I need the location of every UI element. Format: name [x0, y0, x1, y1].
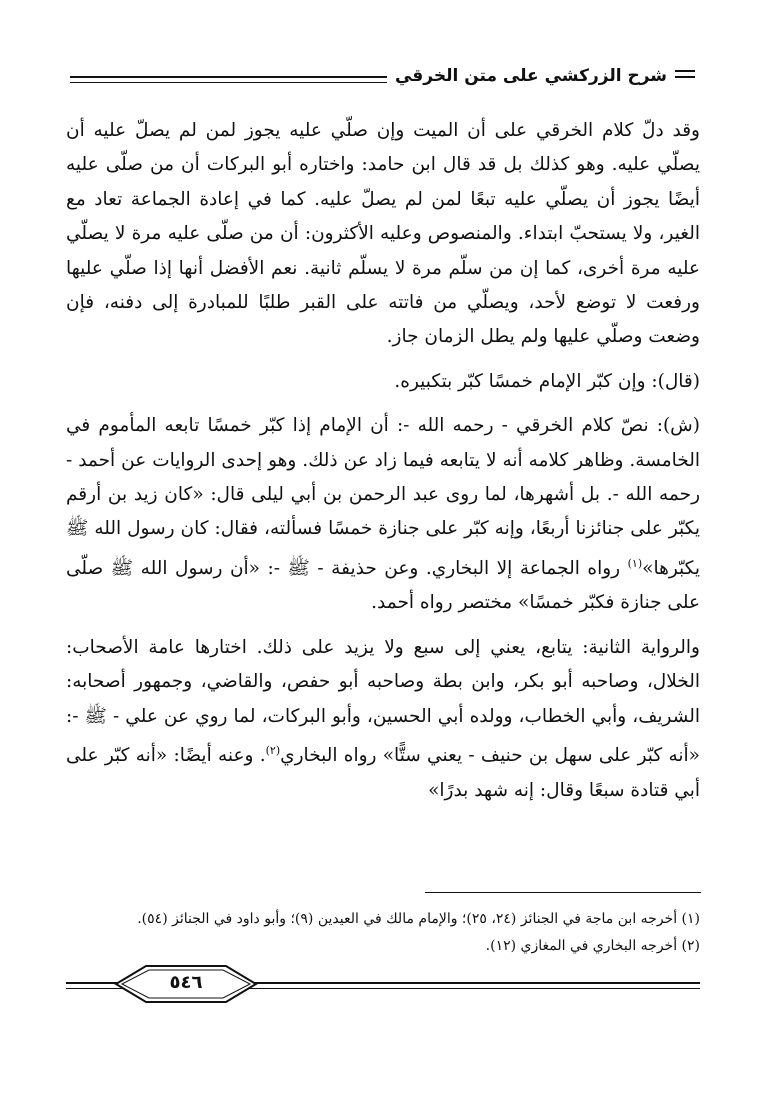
paragraph-text: والرواية الثانية: يتابع، يعني إلى سبع ولا يزيد على ذلك. اختارها عامة الأصحاب: الخلال، وصاحبه أبو بكر، وابن بطة وصاحبه أبو حفص، والقاضي، وجمهور أصحابه: الشريف، وأبي الخطاب، وولده أبي الحسين، وأبو البركات، لما روي عن علي - ﷺ -: «أنه كبّر على سهل بن حنيف - يعني ستًّا» رواه البخاري [66, 636, 700, 767]
paragraph-text: . وعنه أيضًا: «أنه كبّر على أبي قتادة سبعًا وقال: إنه شهد بدرًا» [66, 745, 700, 801]
running-header-title: شرح الزركشي على متن الخرقي [387, 64, 667, 88]
footnote: (١) أخرجه ابن ماجة في الجنائز (٢٤، ٢٥)؛ والإمام مالك في العيدين (٩)؛ وأبو داود في الجنائز (٥٤). [137, 911, 700, 927]
footnote-ref: (٢) [265, 744, 281, 758]
running-header [70, 64, 695, 92]
paragraph: وقد دلّ كلام الخرقي على أن الميت وإن صلّي عليه يجوز لمن لم يصلّ عليه أن يصلّي عليه. وهو كذلك بل قد قال ابن حامد: واختاره أبو البركات أن من صلّى عليه أيضًا يجوز أن يصلّي عليه تبعًا لمن لم يصلّ عليه. كما في إعادة الجماعة تعاد مع الغير، ولا يستحبّ ابتداء. والمنصوص وعليه الأكثرون: أن من صلّى عليه مرة لا يصلّي عليه مرة أخرى، كما إن من سلّم مرة لا يسلّم ثانية. نعم الأفضل أنها إذا صلّي عليها ورفعت لا توضع لأحد، ويصلّي من فاتته على القبر طلبًا للمبادرة إلى دفنه، فإن وضعت وصلّي عليها ولم يطل الزمان جاز. [66, 120, 700, 348]
footnote: (٢) أخرجه البخاري في المغازي (١٢). [485, 938, 700, 954]
page-footer [66, 962, 700, 1002]
footnote-separator [425, 892, 701, 893]
paragraph-text: (ش): نصّ كلام الخرقي - رحمه الله -: أن الإمام إذا كبّر خمسًا تابعه المأموم في الخامسة. وظاهر كلامه أنه لا يتابعه فيما زاد عن ذلك. وهو إحدى الروايات عن أحمد - رحمه الله -. بل أشهرها، لما روى عبد الرحمن بن أبي ليلى قال: «كان زيد بن أرقم يكبّر على جنائزنا أربعًا، وإنه كبّر على جنازة خمسًا فسألته، فقال: كان رسول الله ﷺ يكبّرها» [66, 415, 700, 580]
paragraph [66, 631, 700, 808]
page-body [66, 114, 700, 808]
paragraph [66, 409, 700, 621]
paragraph: (قال): وإن كبّر الإمام خمسًا كبّر بتكبيره. [394, 370, 700, 392]
paragraph-text: رواه الجماعة إلا البخاري. وعن حذيفة - ﷺ -: «أن رسول الله ﷺ صلّى على جنازة فكبّر خمسًا» مختصر رواه أحمد. [66, 558, 700, 614]
page-number-frame [66, 962, 306, 1006]
footnote-ref: (١) [627, 556, 643, 570]
header-ornament-icon [675, 70, 695, 82]
page-number: ٥٤٦ [169, 972, 203, 993]
footnotes [66, 906, 700, 960]
